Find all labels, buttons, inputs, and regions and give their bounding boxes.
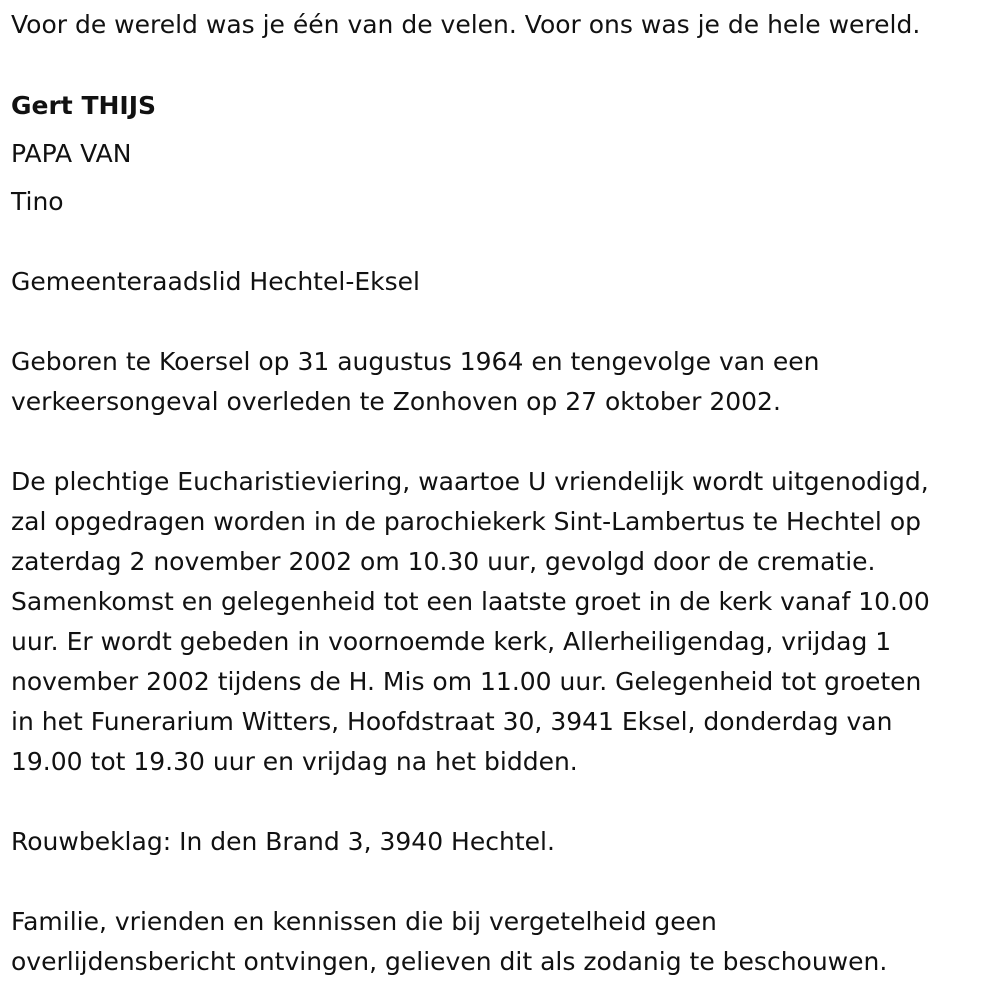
- role-text: Gemeenteraadslid Hechtel-Eksel: [11, 267, 420, 296]
- ceremony-line: zal opgedragen worden in de parochiekerk Sint-Lambertus te Hechtel op: [11, 507, 921, 536]
- child-name: Tino: [11, 187, 64, 216]
- closing-note-line: overlijdensbericht ontvingen, gelieven dit als zodanig te beschouwen.: [11, 947, 888, 976]
- condolences-address: Rouwbeklag: In den Brand 3, 3940 Hechtel.: [11, 827, 555, 856]
- ceremony-line: De plechtige Eucharistieviering, waartoe U vriendelijk wordt uitgenodigd,: [11, 467, 929, 496]
- birth-death-line: Geboren te Koersel op 31 augustus 1964 en tengevolge van een: [11, 347, 820, 376]
- ceremony-line: uur. Er wordt gebeden in voornoemde kerk, Allerheiligendag, vrijdag 1: [11, 627, 892, 656]
- deceased-name: Gert THIJS: [11, 91, 157, 120]
- ceremony-line: zaterdag 2 november 2002 om 10.30 uur, gevolgd door de crematie.: [11, 547, 876, 576]
- relation-label: PAPA VAN: [11, 139, 132, 168]
- ceremony-line: 19.00 tot 19.30 uur en vrijdag na het bidden.: [11, 747, 578, 776]
- closing-note-line: Familie, vrienden en kennissen die bij vergetelheid geen: [11, 907, 717, 936]
- birth-death-line: verkeersongeval overleden te Zonhoven op 27 oktober 2002.: [11, 387, 781, 416]
- ceremony-line: november 2002 tijdens de H. Mis om 11.00 uur. Gelegenheid tot groeten: [11, 667, 922, 696]
- ceremony-line: in het Funerarium Witters, Hoofdstraat 30, 3941 Eksel, donderdag van: [11, 707, 893, 736]
- motto-text: Voor de wereld was je één van de velen. Voor ons was je de hele wereld.: [11, 10, 921, 39]
- ceremony-line: Samenkomst en gelegenheid tot een laatste groet in de kerk vanaf 10.00: [11, 587, 930, 616]
